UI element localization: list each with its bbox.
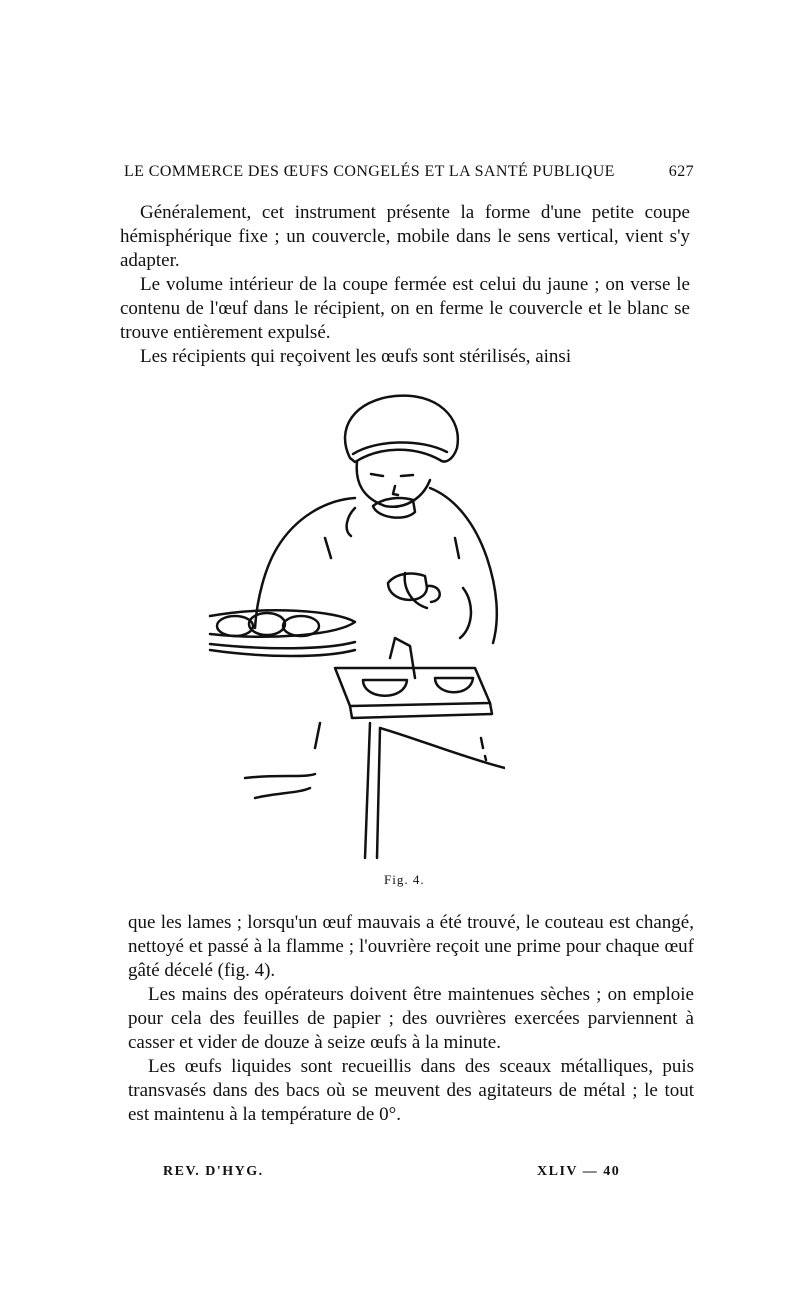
paragraph: Les œufs liquides sont recueillis dans des sceaux métalliques, puis transvasés dans des bacs où se meuvent des agitateurs de métal ; le tout est maintenu à la température de 0°. bbox=[128, 1056, 694, 1125]
figure-caption: Fig. 4. bbox=[384, 872, 425, 887]
paragraph: Les mains des opérateurs doivent être maintenues sèches ; on emploie pour cela des feuilles de papier ; des ouvrières exercées parviennent à casser et vider de douze à seize œufs à la minute. bbox=[128, 984, 694, 1053]
bottom-text-block bbox=[128, 911, 694, 1127]
paragraph: Généralement, cet instrument présente la forme d'une petite coupe hémisphérique fixe ; un couvercle, mobile dans le sens vertical, vient s'y adapter. bbox=[120, 202, 690, 271]
page-number: 627 bbox=[668, 163, 694, 180]
running-header bbox=[124, 163, 694, 181]
egg-worker-illustration bbox=[205, 388, 505, 863]
top-text-block bbox=[120, 201, 690, 369]
footer-signature: XLIV — 40 bbox=[537, 1164, 621, 1179]
paragraph: Les récipients qui reçoivent les œufs sont stérilisés, ainsi bbox=[140, 346, 572, 367]
footer-journal: REV. D'HYG. bbox=[163, 1164, 264, 1179]
running-title: LE COMMERCE DES ŒUFS CONGELÉS ET LA SANTÉ PUBLIQUE bbox=[124, 163, 615, 180]
paragraph: que les lames ; lorsqu'un œuf mauvais a été trouvé, le couteau est changé, nettoyé et passé à la flamme ; l'ouvrière reçoit une prime pour chaque œuf gâté décelé (fig. 4). bbox=[128, 912, 694, 981]
paragraph: Le volume intérieur de la coupe fermée est celui du jaune ; on verse le contenu de l'œuf dans le récipient, on en ferme le couvercle et le blanc se trouve entièrement expulsé. bbox=[120, 274, 690, 343]
